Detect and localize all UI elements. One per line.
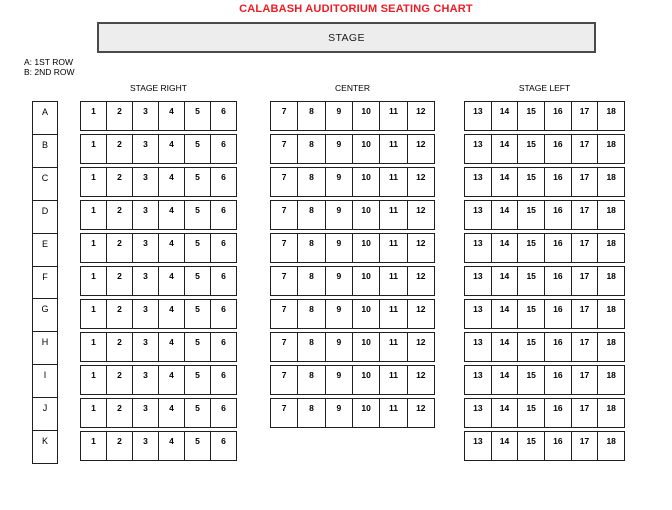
seat-row-center-H	[270, 332, 435, 362]
seat-E-11: 11	[380, 234, 407, 262]
seat-F-7: 7	[271, 267, 298, 295]
seat-I-1: 1	[81, 366, 107, 394]
seat-J-12: 12	[416, 403, 426, 413]
row-label-C: C	[33, 168, 57, 201]
seat-J-5: 5	[185, 399, 211, 427]
seat-row-center-A	[270, 101, 435, 131]
seat-D-14: 14	[492, 201, 519, 229]
seat-C-12: 12	[416, 172, 426, 182]
seat-G-18: 18	[606, 304, 616, 314]
section-center	[270, 101, 435, 431]
seat-B-18: 18	[606, 139, 616, 149]
stage-label: STAGE	[328, 31, 365, 44]
seat-B-5: 5	[185, 135, 211, 163]
seat-G-7: 7	[271, 300, 298, 328]
seat-C-18: 18	[606, 172, 616, 182]
seat-K-3: 3	[133, 432, 159, 460]
seat-K-6: 6	[221, 436, 226, 446]
seat-F-2: 2	[107, 267, 133, 295]
seat-I-7: 7	[271, 366, 298, 394]
seat-C-13: 13	[465, 168, 492, 196]
seat-row-stage-right-H	[80, 332, 237, 362]
seat-G-8: 8	[298, 300, 325, 328]
seat-A-12: 12	[416, 106, 426, 116]
seat-I-12: 12	[416, 370, 426, 380]
seat-I-2: 2	[107, 366, 133, 394]
seat-D-6: 6	[221, 205, 226, 215]
seat-G-3: 3	[133, 300, 159, 328]
seat-F-9: 9	[326, 267, 353, 295]
seat-row-stage-left-H	[464, 332, 625, 362]
stage-box	[97, 22, 596, 53]
seat-B-2: 2	[107, 135, 133, 163]
seat-F-1: 1	[81, 267, 107, 295]
seat-F-17: 17	[572, 267, 599, 295]
seat-J-14: 14	[492, 399, 519, 427]
row-label-H: H	[33, 332, 57, 365]
seat-C-5: 5	[185, 168, 211, 196]
seat-E-15: 15	[518, 234, 545, 262]
seat-E-2: 2	[107, 234, 133, 262]
seat-K-18: 18	[606, 436, 616, 446]
seat-C-17: 17	[572, 168, 599, 196]
seat-row-center-E	[270, 233, 435, 263]
seat-D-11: 11	[380, 201, 407, 229]
seat-A-2: 2	[107, 102, 133, 130]
seat-row-stage-right-E	[80, 233, 237, 263]
seat-C-15: 15	[518, 168, 545, 196]
seat-A-16: 16	[545, 102, 572, 130]
seat-J-7: 7	[271, 399, 298, 427]
seat-H-18: 18	[606, 337, 616, 347]
seat-D-10: 10	[353, 201, 380, 229]
seat-F-10: 10	[353, 267, 380, 295]
seat-D-16: 16	[545, 201, 572, 229]
seat-H-11: 11	[380, 333, 407, 361]
seat-B-7: 7	[271, 135, 298, 163]
seat-row-stage-left-A	[464, 101, 625, 131]
seat-J-10: 10	[353, 399, 380, 427]
seat-G-1: 1	[81, 300, 107, 328]
seat-row-stage-left-E	[464, 233, 625, 263]
seat-K-5: 5	[185, 432, 211, 460]
seat-row-stage-left-F	[464, 266, 625, 296]
seat-H-5: 5	[185, 333, 211, 361]
seat-D-17: 17	[572, 201, 599, 229]
seat-E-4: 4	[159, 234, 185, 262]
seat-D-13: 13	[465, 201, 492, 229]
seat-row-center-B	[270, 134, 435, 164]
seat-row-center-G	[270, 299, 435, 329]
seat-D-18: 18	[606, 205, 616, 215]
seat-C-16: 16	[545, 168, 572, 196]
seat-B-15: 15	[518, 135, 545, 163]
seat-row-center-C	[270, 167, 435, 197]
seat-E-1: 1	[81, 234, 107, 262]
seat-C-2: 2	[107, 168, 133, 196]
seat-H-8: 8	[298, 333, 325, 361]
seat-F-5: 5	[185, 267, 211, 295]
seat-row-stage-right-C	[80, 167, 237, 197]
seat-K-17: 17	[572, 432, 599, 460]
seat-G-16: 16	[545, 300, 572, 328]
section-header-stage-right: STAGE RIGHT	[130, 83, 187, 93]
row-label-E: E	[33, 234, 57, 267]
seat-row-stage-right-B	[80, 134, 237, 164]
seat-A-6: 6	[221, 106, 226, 116]
seat-F-3: 3	[133, 267, 159, 295]
seat-J-8: 8	[298, 399, 325, 427]
seat-H-4: 4	[159, 333, 185, 361]
seat-A-4: 4	[159, 102, 185, 130]
seat-D-4: 4	[159, 201, 185, 229]
seat-B-9: 9	[326, 135, 353, 163]
seat-H-10: 10	[353, 333, 380, 361]
legend-line-2: B: 2ND ROW	[24, 67, 75, 77]
seat-H-14: 14	[492, 333, 519, 361]
seat-A-11: 11	[380, 102, 407, 130]
row-label-G: G	[33, 299, 57, 332]
seat-E-12: 12	[416, 238, 426, 248]
seat-D-12: 12	[416, 205, 426, 215]
seat-G-9: 9	[326, 300, 353, 328]
seat-F-4: 4	[159, 267, 185, 295]
seat-B-13: 13	[465, 135, 492, 163]
seat-D-2: 2	[107, 201, 133, 229]
seat-row-stage-left-D	[464, 200, 625, 230]
seat-A-1: 1	[81, 102, 107, 130]
seat-row-stage-left-C	[464, 167, 625, 197]
seat-F-6: 6	[221, 271, 226, 281]
seat-K-1: 1	[81, 432, 107, 460]
seat-E-14: 14	[492, 234, 519, 262]
seat-C-10: 10	[353, 168, 380, 196]
seat-E-6: 6	[221, 238, 226, 248]
seat-F-16: 16	[545, 267, 572, 295]
seat-B-11: 11	[380, 135, 407, 163]
seat-I-4: 4	[159, 366, 185, 394]
seat-G-15: 15	[518, 300, 545, 328]
seat-F-14: 14	[492, 267, 519, 295]
seat-row-center-I	[270, 365, 435, 395]
seat-H-6: 6	[221, 337, 226, 347]
seat-B-8: 8	[298, 135, 325, 163]
seat-I-3: 3	[133, 366, 159, 394]
row-label-D: D	[33, 201, 57, 234]
seat-D-9: 9	[326, 201, 353, 229]
seat-row-center-D	[270, 200, 435, 230]
seat-row-stage-left-K	[464, 431, 625, 461]
seat-row-center-F	[270, 266, 435, 296]
seat-J-1: 1	[81, 399, 107, 427]
row-label-B: B	[33, 135, 57, 168]
seat-B-1: 1	[81, 135, 107, 163]
seat-J-4: 4	[159, 399, 185, 427]
seat-row-stage-right-A	[80, 101, 237, 131]
seat-B-17: 17	[572, 135, 599, 163]
seat-A-17: 17	[572, 102, 599, 130]
seat-F-18: 18	[606, 271, 616, 281]
row-label-column	[32, 101, 58, 464]
section-stage-right	[80, 101, 237, 464]
seat-D-5: 5	[185, 201, 211, 229]
seat-I-5: 5	[185, 366, 211, 394]
seat-G-12: 12	[416, 304, 426, 314]
seat-H-12: 12	[416, 337, 426, 347]
seat-A-3: 3	[133, 102, 159, 130]
seat-B-10: 10	[353, 135, 380, 163]
seat-B-4: 4	[159, 135, 185, 163]
seat-C-11: 11	[380, 168, 407, 196]
seat-I-10: 10	[353, 366, 380, 394]
seat-B-6: 6	[221, 139, 226, 149]
seat-F-13: 13	[465, 267, 492, 295]
seat-G-2: 2	[107, 300, 133, 328]
seat-C-7: 7	[271, 168, 298, 196]
seat-I-8: 8	[298, 366, 325, 394]
seat-F-11: 11	[380, 267, 407, 295]
row-label-J: J	[33, 398, 57, 431]
seat-H-16: 16	[545, 333, 572, 361]
seat-J-16: 16	[545, 399, 572, 427]
seat-C-1: 1	[81, 168, 107, 196]
seat-G-10: 10	[353, 300, 380, 328]
seat-K-2: 2	[107, 432, 133, 460]
seat-B-12: 12	[416, 139, 426, 149]
legend-line-1: A: 1ST ROW	[24, 57, 73, 67]
seat-E-3: 3	[133, 234, 159, 262]
seat-F-12: 12	[416, 271, 426, 281]
seat-D-7: 7	[271, 201, 298, 229]
seat-J-6: 6	[221, 403, 226, 413]
seat-J-3: 3	[133, 399, 159, 427]
seat-F-15: 15	[518, 267, 545, 295]
seat-row-stage-left-B	[464, 134, 625, 164]
seat-I-15: 15	[518, 366, 545, 394]
seat-C-6: 6	[221, 172, 226, 182]
seat-H-13: 13	[465, 333, 492, 361]
seat-E-9: 9	[326, 234, 353, 262]
section-header-center: CENTER	[335, 83, 370, 93]
seat-C-9: 9	[326, 168, 353, 196]
seat-J-2: 2	[107, 399, 133, 427]
seat-E-5: 5	[185, 234, 211, 262]
seat-C-3: 3	[133, 168, 159, 196]
seat-E-18: 18	[606, 238, 616, 248]
seat-H-2: 2	[107, 333, 133, 361]
seat-J-11: 11	[380, 399, 407, 427]
seat-J-18: 18	[606, 403, 616, 413]
seat-D-3: 3	[133, 201, 159, 229]
seat-A-5: 5	[185, 102, 211, 130]
chart-title: CALABASH AUDITORIUM SEATING CHART	[239, 3, 473, 15]
seat-B-3: 3	[133, 135, 159, 163]
seat-J-17: 17	[572, 399, 599, 427]
seat-A-15: 15	[518, 102, 545, 130]
seat-A-10: 10	[353, 102, 380, 130]
seat-row-stage-right-J	[80, 398, 237, 428]
seat-G-14: 14	[492, 300, 519, 328]
seat-E-13: 13	[465, 234, 492, 262]
seat-B-16: 16	[545, 135, 572, 163]
row-label-A: A	[33, 102, 57, 135]
seat-G-6: 6	[221, 304, 226, 314]
seat-G-11: 11	[380, 300, 407, 328]
seat-H-3: 3	[133, 333, 159, 361]
seat-E-16: 16	[545, 234, 572, 262]
seat-J-15: 15	[518, 399, 545, 427]
seat-G-17: 17	[572, 300, 599, 328]
seat-row-stage-right-I	[80, 365, 237, 395]
section-header-stage-left: STAGE LEFT	[518, 83, 571, 93]
seat-row-stage-left-J	[464, 398, 625, 428]
seat-row-stage-right-K	[80, 431, 237, 461]
seat-K-13: 13	[465, 432, 492, 460]
seat-D-15: 15	[518, 201, 545, 229]
seat-A-8: 8	[298, 102, 325, 130]
seat-C-8: 8	[298, 168, 325, 196]
seat-K-14: 14	[492, 432, 519, 460]
seat-E-17: 17	[572, 234, 599, 262]
seat-G-13: 13	[465, 300, 492, 328]
seat-I-14: 14	[492, 366, 519, 394]
row-legend	[24, 57, 75, 77]
seat-A-14: 14	[492, 102, 519, 130]
seat-D-8: 8	[298, 201, 325, 229]
seat-E-10: 10	[353, 234, 380, 262]
seat-row-stage-right-D	[80, 200, 237, 230]
row-label-K: K	[41, 436, 48, 447]
seat-C-4: 4	[159, 168, 185, 196]
seat-row-stage-left-G	[464, 299, 625, 329]
seat-H-7: 7	[271, 333, 298, 361]
seat-row-stage-left-I	[464, 365, 625, 395]
seat-A-18: 18	[606, 106, 616, 116]
seat-E-8: 8	[298, 234, 325, 262]
seat-I-9: 9	[326, 366, 353, 394]
seat-F-8: 8	[298, 267, 325, 295]
row-label-F: F	[33, 267, 57, 300]
row-label-I: I	[33, 365, 57, 398]
seat-I-6: 6	[221, 370, 226, 380]
seat-I-17: 17	[572, 366, 599, 394]
seat-I-13: 13	[465, 366, 492, 394]
seat-I-11: 11	[380, 366, 407, 394]
seat-G-5: 5	[185, 300, 211, 328]
seat-H-1: 1	[81, 333, 107, 361]
seat-A-13: 13	[465, 102, 492, 130]
seat-C-14: 14	[492, 168, 519, 196]
seat-J-9: 9	[326, 399, 353, 427]
seat-row-stage-right-F	[80, 266, 237, 296]
seat-I-16: 16	[545, 366, 572, 394]
seat-I-18: 18	[606, 370, 616, 380]
seat-B-14: 14	[492, 135, 519, 163]
seat-J-13: 13	[465, 399, 492, 427]
seat-row-stage-right-G	[80, 299, 237, 329]
seat-E-7: 7	[271, 234, 298, 262]
seat-D-1: 1	[81, 201, 107, 229]
seat-K-15: 15	[518, 432, 545, 460]
section-stage-left	[464, 101, 625, 464]
seat-H-15: 15	[518, 333, 545, 361]
seat-K-16: 16	[545, 432, 572, 460]
seat-G-4: 4	[159, 300, 185, 328]
seat-A-7: 7	[271, 102, 298, 130]
seat-H-17: 17	[572, 333, 599, 361]
seat-A-9: 9	[326, 102, 353, 130]
seat-H-9: 9	[326, 333, 353, 361]
seat-K-4: 4	[159, 432, 185, 460]
seat-row-center-J	[270, 398, 435, 428]
